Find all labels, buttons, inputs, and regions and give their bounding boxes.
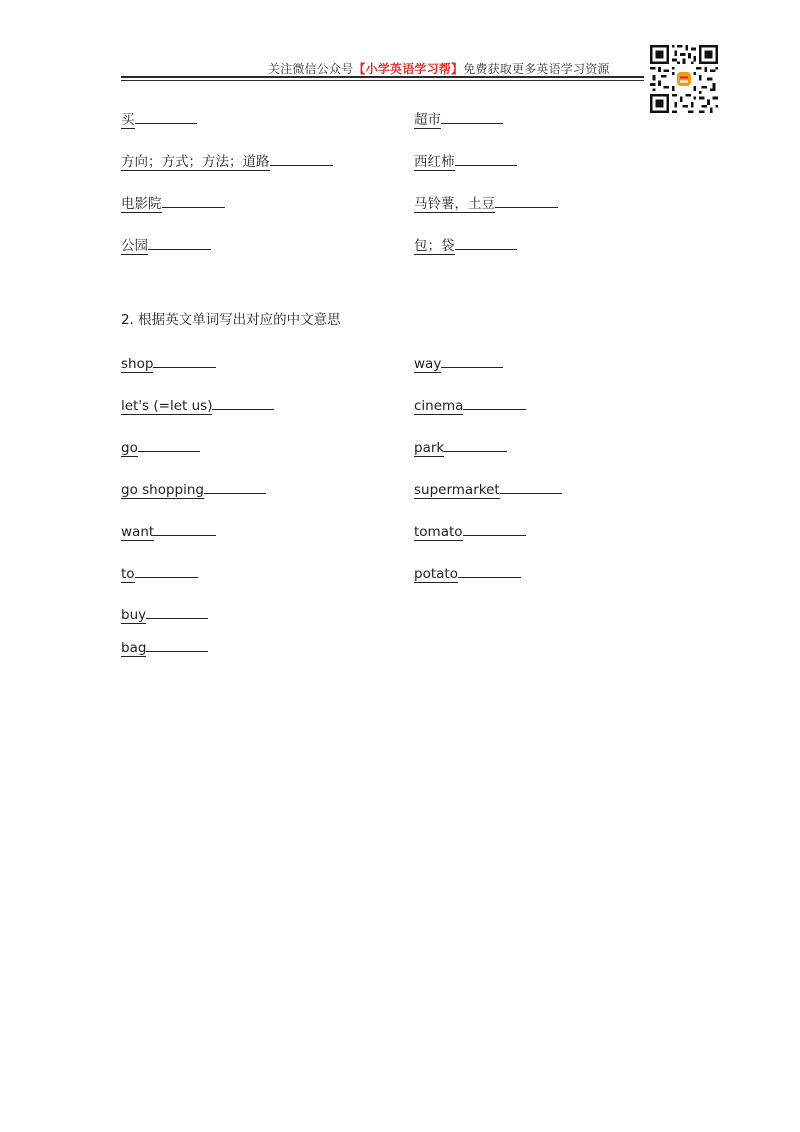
answer-blank[interactable] — [441, 109, 503, 124]
part2-right-item-4 — [414, 479, 562, 499]
part1-right-item-3 — [414, 193, 558, 213]
prompt-term: 西红柿 — [414, 154, 455, 170]
part2-left-item-6 — [121, 563, 198, 583]
prompt-term: bag — [121, 640, 147, 656]
prompt-term: 马铃薯，土豆 — [414, 196, 495, 212]
answer-blank[interactable] — [162, 193, 225, 208]
answer-blank[interactable] — [463, 395, 526, 410]
qr-code-icon — [650, 45, 718, 113]
prompt-term: 方向；方式；方法；道路 — [121, 154, 270, 170]
prompt-term: to — [121, 566, 135, 582]
part2-left-item-2 — [121, 395, 274, 415]
answer-blank[interactable] — [455, 151, 517, 166]
part2-left-item-8 — [121, 637, 208, 657]
answer-blank[interactable] — [463, 521, 526, 536]
part2-right-item-6 — [414, 563, 521, 583]
prompt-term: want — [121, 524, 155, 540]
answer-blank[interactable] — [270, 151, 333, 166]
header-brand: 【小学英语学习帮】 — [353, 62, 464, 76]
prompt-term: 包；袋 — [414, 238, 455, 254]
part1-left-item-2 — [121, 151, 333, 171]
part2-right-item-3 — [414, 437, 507, 457]
part2-left-item-4 — [121, 479, 266, 499]
prompt-term: potato — [414, 566, 458, 582]
prompt-term: 电影院 — [121, 196, 162, 212]
header-text-before: 关注微信公众号 — [268, 62, 354, 76]
part2-right-item-1 — [414, 353, 503, 373]
answer-blank[interactable] — [135, 109, 197, 124]
answer-blank[interactable] — [212, 395, 274, 410]
header-divider-thick — [121, 76, 644, 78]
part1-left-item-1 — [121, 109, 197, 129]
part1-right-item-1 — [414, 109, 503, 129]
prompt-term: buy — [121, 607, 147, 623]
part1-right-item-4 — [414, 235, 517, 255]
answer-blank[interactable] — [153, 353, 216, 368]
part2-left-item-3 — [121, 437, 200, 457]
prompt-term: 公园 — [121, 238, 148, 254]
header-text-after: 免费获取更多英语学习资源 — [463, 62, 610, 76]
section-2-title: 2. 根据英文单词写出对应的中文意思 — [121, 312, 341, 328]
prompt-term: go shopping — [121, 482, 204, 498]
prompt-term: 买 — [121, 112, 135, 128]
prompt-term: shop — [121, 356, 154, 372]
answer-blank[interactable] — [204, 479, 266, 494]
answer-blank[interactable] — [458, 563, 521, 578]
part1-left-item-3 — [121, 193, 225, 213]
answer-blank[interactable] — [148, 235, 211, 250]
prompt-term: park — [414, 440, 445, 456]
part2-left-item-1 — [121, 353, 216, 373]
prompt-term: 超市 — [414, 112, 441, 128]
page-header — [268, 60, 610, 77]
part2-left-item-7 — [121, 604, 208, 624]
answer-blank[interactable] — [138, 437, 200, 452]
prompt-term: go — [121, 440, 138, 456]
answer-blank[interactable] — [455, 235, 517, 250]
answer-blank[interactable] — [495, 193, 558, 208]
prompt-term: supermarket — [414, 482, 500, 498]
part1-right-item-2 — [414, 151, 517, 171]
part2-right-item-2 — [414, 395, 526, 415]
prompt-term: tomato — [414, 524, 463, 540]
answer-blank[interactable] — [441, 353, 503, 368]
prompt-term: way — [414, 356, 442, 372]
header-divider-thin — [121, 80, 644, 81]
answer-blank[interactable] — [444, 437, 507, 452]
answer-blank[interactable] — [146, 637, 208, 652]
prompt-term: let's (=let us) — [121, 398, 213, 414]
answer-blank[interactable] — [135, 563, 198, 578]
part2-right-item-5 — [414, 521, 526, 541]
part1-left-item-4 — [121, 235, 211, 255]
answer-blank[interactable] — [500, 479, 562, 494]
answer-blank[interactable] — [146, 604, 208, 619]
answer-blank[interactable] — [154, 521, 216, 536]
part2-left-item-5 — [121, 521, 216, 541]
prompt-term: cinema — [414, 398, 464, 414]
